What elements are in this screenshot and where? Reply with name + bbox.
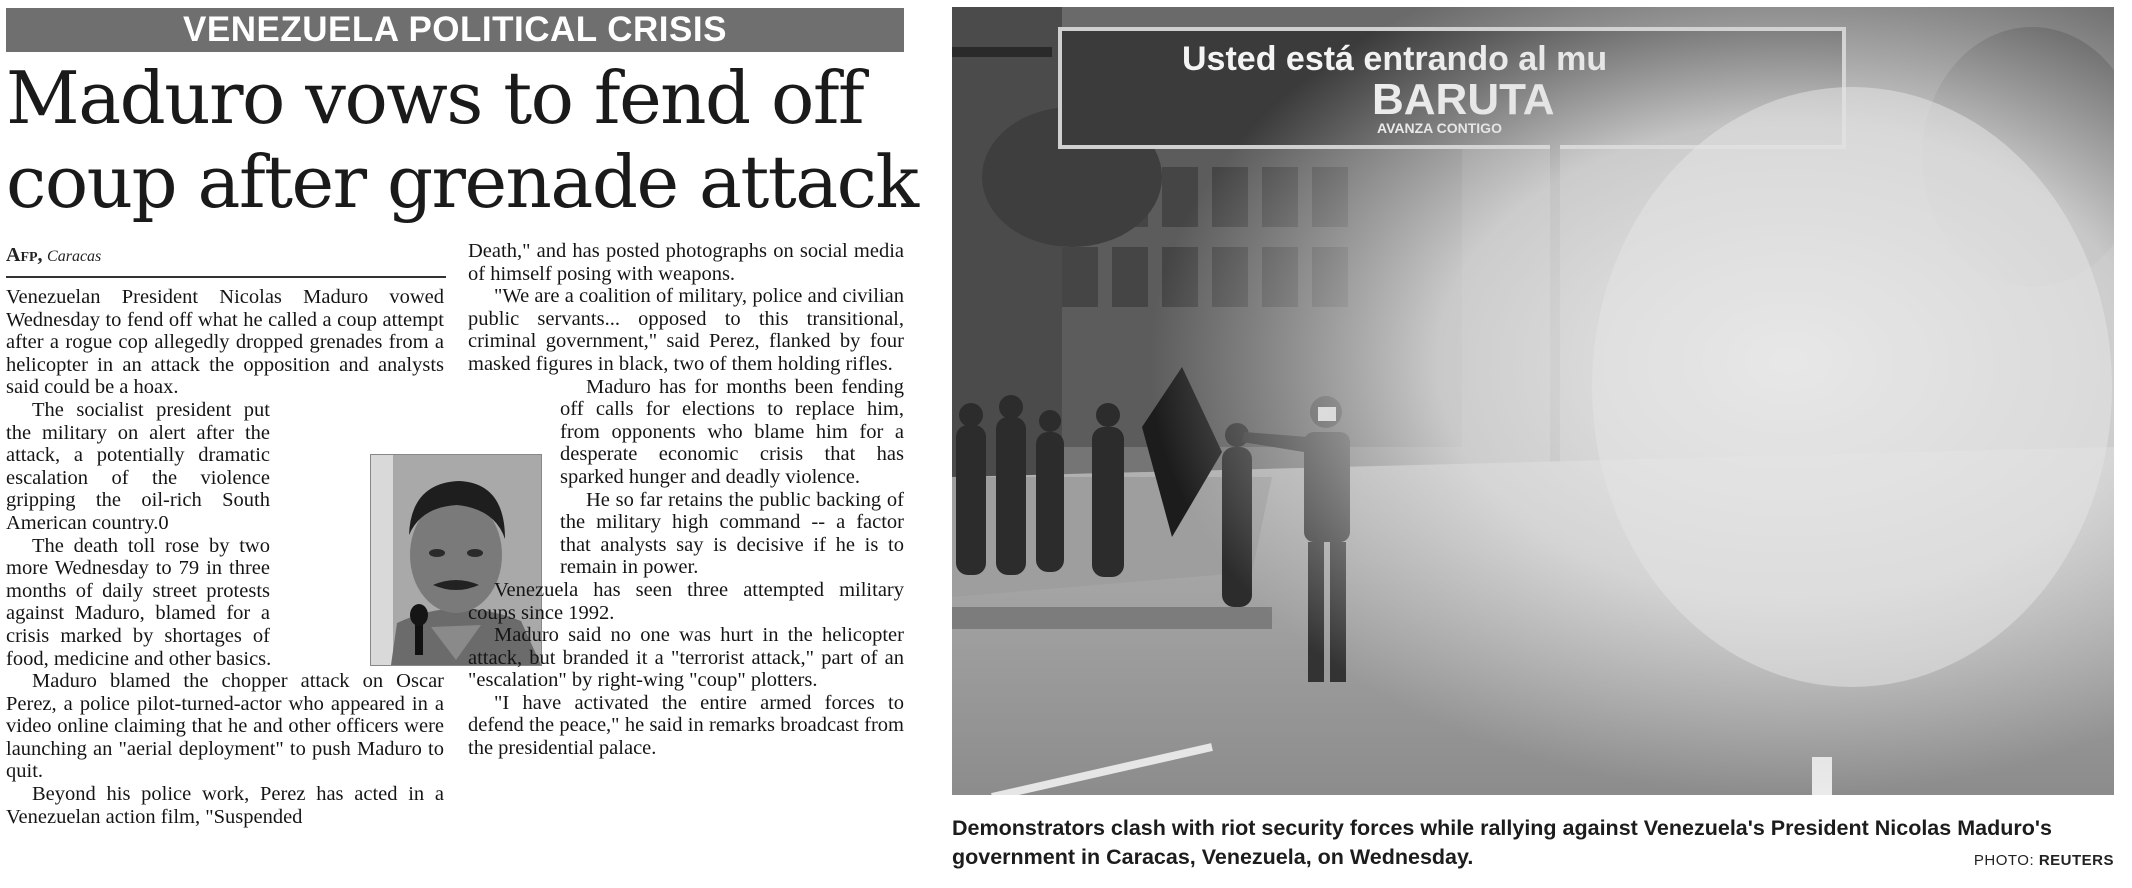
paragraph: Maduro blamed the chopper attack on Oscar Perez, a police pilot-turned-actor who appeared in a video online claiming that he and other officers were launching an "aerial deployment" to push Maduro to quit. <box>6 670 444 783</box>
paragraph: Beyond his police work, Perez has acted in a Venezuelan action film, "Suspended <box>6 783 444 828</box>
section-kicker: VENEZUELA POLITICAL CRISIS <box>6 8 904 52</box>
byline-dateline: Caracas <box>47 248 102 265</box>
paragraph: Venezuelan President Nicolas Maduro vowed Wednesday to fend off what he called a coup attempt after a rogue cop allegedly dropped grenades from a helicopter in an attack the opposition and analysts said could be a hoax. <box>6 286 444 399</box>
byline-agency: Afp, <box>6 244 43 266</box>
photo-credit <box>1974 852 2114 869</box>
protest-photo <box>952 7 2114 795</box>
byline-rule <box>6 276 446 278</box>
headline <box>6 56 918 224</box>
paragraph: Venezuela has seen three attempted military coups since 1992. <box>468 578 904 624</box>
headline-line-1: Maduro vows to fend off <box>6 56 864 140</box>
paragraph: He so far retains the public backing of the military high command -- a factor that analysts say is decisive if he is to remain in power. <box>560 488 904 579</box>
paragraph-text: The socialist president put the military on alert after the attack, a potentially dramatic escalation of the violence gripping the oil-rich South American country.0 <box>6 398 270 534</box>
photo-credit-source: REUTERS <box>2038 852 2114 869</box>
news-article <box>6 6 918 884</box>
protest-scene <box>952 7 2114 795</box>
paragraph: Maduro has for months been fending off calls for elections to replace him, from opponents who blame him for a desperate economic crisis that has sparked hunger and deadly violence. <box>560 375 904 488</box>
headline-line-2: coup after grenade attack <box>6 140 918 224</box>
byline <box>6 244 446 267</box>
paragraph: Maduro said no one was hurt in the helicopter attack, but branded it a "terrorist attack," part of an "escalation" by right-wing "coup" plotters. <box>468 624 904 692</box>
paragraph: "We are a coalition of military, police and civilian public servants... opposed to this transitional, criminal government," said Perez, flanked by four masked figures in black, two of them holding rifles. <box>468 285 904 375</box>
photo-caption: Demonstrators clash with riot security forces while rallying against Venezuela's President Nicolas Maduro's government in Caracas, Venezuela, on Wednesday. <box>952 816 2052 869</box>
paragraph: Death," and has posted photographs on social media of himself posing with weapons. <box>468 240 904 285</box>
photo-credit-label: PHOTO: <box>1973 852 2035 869</box>
paragraph: The death toll rose by two more Wednesday to 79 in three months of daily street protests against Maduro, blamed for a crisis marked by shortages of food, medicine and other basics. <box>6 534 272 670</box>
article-column-2 <box>468 240 904 760</box>
paragraph: "I have activated the entire armed forces to defend the peace," he said in remarks broadcast from the presidential palace. <box>468 691 904 760</box>
